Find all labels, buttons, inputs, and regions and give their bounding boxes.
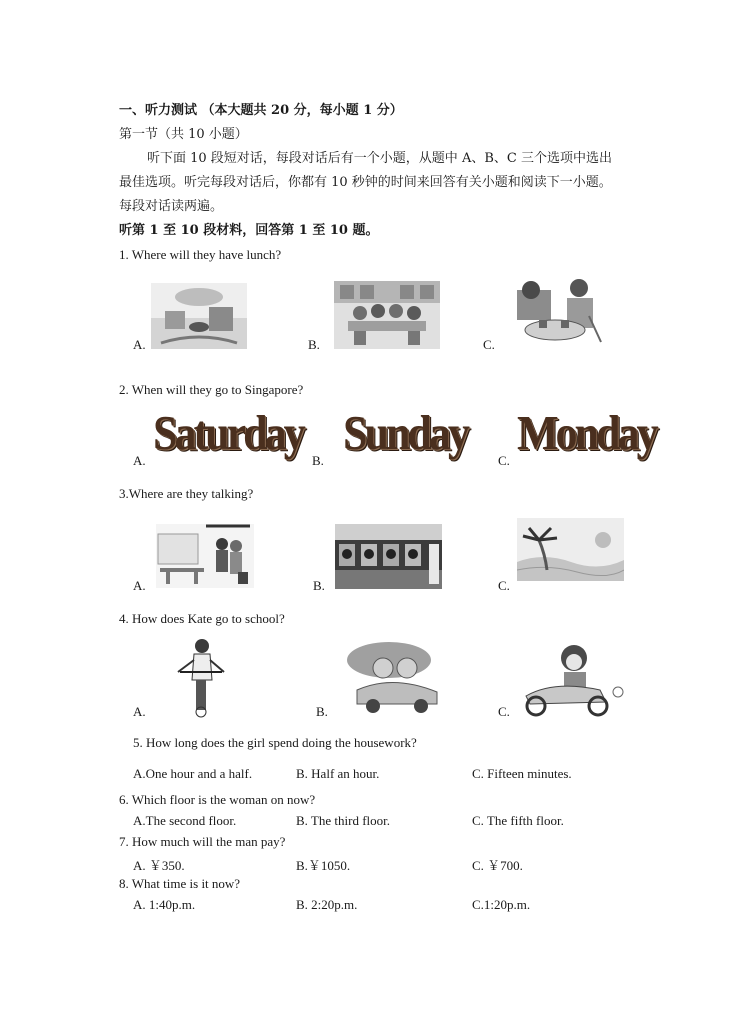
part-title: 第一节（共 10 小题） [119, 127, 248, 142]
q8-option-b: B. 2:20p.m. [296, 897, 358, 912]
q3-option-c-picture [517, 518, 624, 581]
q3-option-a-picture [156, 524, 254, 588]
question-6: 6. Which floor is the woman on now? [119, 792, 316, 807]
q2-option-c-label: C. [498, 453, 510, 468]
q1-option-b-label: B. [308, 337, 320, 352]
q5-option-a: A.One hour and a half. [133, 766, 253, 781]
q4-option-b-label: B. [316, 704, 328, 719]
q2-option-a-label: A. [133, 453, 146, 468]
q8-option-c: C.1:20p.m. [472, 897, 531, 912]
q7-option-c: C. ￥700. [472, 858, 523, 873]
q3-option-b-label: B. [313, 578, 325, 593]
q1-option-b-picture [334, 281, 440, 349]
q2-option-b-word: Sunday [343, 406, 467, 460]
q2-option-c-word: Monday [517, 406, 656, 460]
question-7: 7. How much will the man pay? [119, 834, 286, 849]
q5-option-c: C. Fifteen minutes. [472, 766, 572, 781]
q5-option-b: B. Half an hour. [296, 766, 380, 781]
question-5: 5. How long does the girl spend doing the housework? [133, 735, 417, 750]
instructions-line-2: 最佳选项。听完每段对话后，你都有 10 秒钟的时间来回答有关小题和阅读下一小题。 [119, 175, 612, 190]
q1-option-c-picture [503, 272, 609, 352]
q2-option-b-label: B. [312, 453, 324, 468]
subheading: 听第 1 至 10 段材料，回答第 1 至 10 题。 [119, 223, 379, 238]
question-8: 8. What time is it now? [119, 876, 241, 891]
q4-option-a-picture [174, 638, 228, 718]
q4-option-b-picture [343, 640, 446, 716]
q6-option-a: A.The second floor. [133, 813, 237, 828]
q1-option-a-picture [151, 283, 247, 349]
q4-option-c-label: C. [498, 704, 510, 719]
instructions-line-3: 每段对话读两遍。 [119, 199, 224, 214]
q3-option-b-picture [335, 524, 442, 589]
question-3: 3.Where are they talking? [119, 486, 254, 501]
question-4: 4. How does Kate go to school? [119, 611, 285, 626]
q6-option-b: B. The third floor. [296, 813, 391, 828]
question-1: 1. Where will they have lunch? [119, 247, 282, 262]
q4-option-a-label: A. [133, 704, 146, 719]
q1-option-a-label: A. [133, 337, 146, 352]
q2-option-a-word: Saturday [153, 406, 303, 460]
question-2: 2. When will they go to Singapore? [119, 382, 304, 397]
q7-option-a: A. ￥350. [133, 858, 185, 873]
instructions-line-1: 听下面 10 段短对话，每段对话后有一个小题，从题中 A、B、C 三个选项中选出 [147, 151, 612, 166]
q8-option-a: A. 1:40p.m. [133, 897, 196, 912]
q6-option-c: C. The fifth floor. [472, 813, 564, 828]
q3-option-c-label: C. [498, 578, 510, 593]
q7-option-b: B.￥1050. [296, 858, 351, 873]
q3-option-a-label: A. [133, 578, 146, 593]
q4-option-c-picture [514, 640, 624, 718]
q1-option-c-label: C. [483, 337, 495, 352]
section-title: 一、听力测试 （本大题共 20 分，每小题 1 分） [119, 103, 403, 118]
